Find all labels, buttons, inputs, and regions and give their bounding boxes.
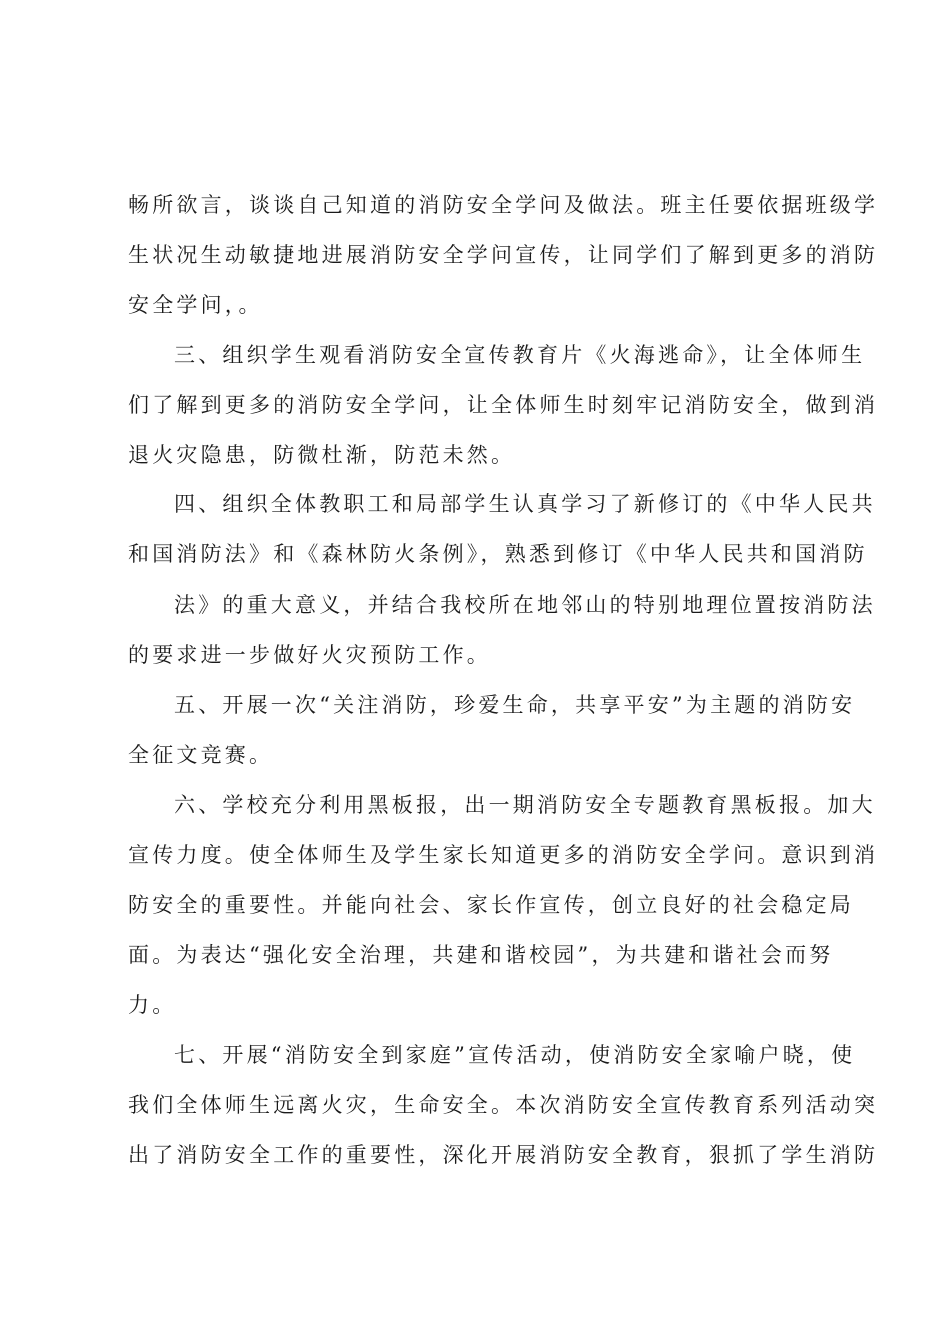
- text-line: 我们全体师生远离火灾，生命安全。本次消防安全宣传教育系列活动突: [128, 1093, 879, 1117]
- text-line: 和国消防法》和《森林防火条例》，熟悉到修订《中华人民共和国消防: [128, 542, 868, 566]
- text-line: 四、组织全体教职工和局部学生认真学习了新修订的《中华人民共: [174, 492, 876, 516]
- text-line: 出了消防安全工作的重要性，深化开展消防安全教育，狠抓了学生消防: [128, 1143, 879, 1167]
- text-line: 们了解到更多的消防安全学问，让全体师生时刻牢记消防安全，做到消: [128, 393, 879, 417]
- text-line: 五、开展一次“关注消防，珍爱生命，共享平安”为主题的消防安: [174, 693, 856, 717]
- text-line: 力。: [128, 993, 177, 1017]
- text-line: 生状况生动敏捷地进展消防安全学问宣传，让同学们了解到更多的消防: [128, 243, 879, 267]
- text-line: 七、开展“消防安全到家庭”宣传活动，使消防安全家喻户晓，使: [174, 1043, 856, 1067]
- text-line: 防安全的重要性。并能向社会、家长作宣传，创立良好的社会稳定局: [128, 893, 854, 917]
- text-line: 畅所欲言，谈谈自己知道的消防安全学问及做法。班主任要依据班级学: [128, 193, 879, 217]
- text-line: 安全学问，。: [128, 293, 263, 317]
- text-line: 退火灾隐患，防微杜渐，防范未然。: [128, 443, 516, 467]
- text-line: 面。为表达“强化安全治理，共建和谐校园”，为共建和谐社会而努: [128, 943, 834, 967]
- text-line: 六、学校充分利用黑板报，出一期消防安全专题教育黑板报。加大: [174, 793, 876, 817]
- text-line: 法》的重大意义，并结合我校所在地邻山的特别地理位置按消防法: [174, 593, 876, 617]
- text-line: 的要求进一步做好火灾预防工作。: [128, 643, 491, 667]
- text-line: 宣传力度。使全体师生及学生家长知道更多的消防安全学问。意识到消: [128, 843, 879, 867]
- text-line: 三、组织学生观看消防安全宣传教育片《火海逃命》，让全体师生: [174, 343, 866, 367]
- text-line: 全征文竞赛。: [128, 743, 274, 767]
